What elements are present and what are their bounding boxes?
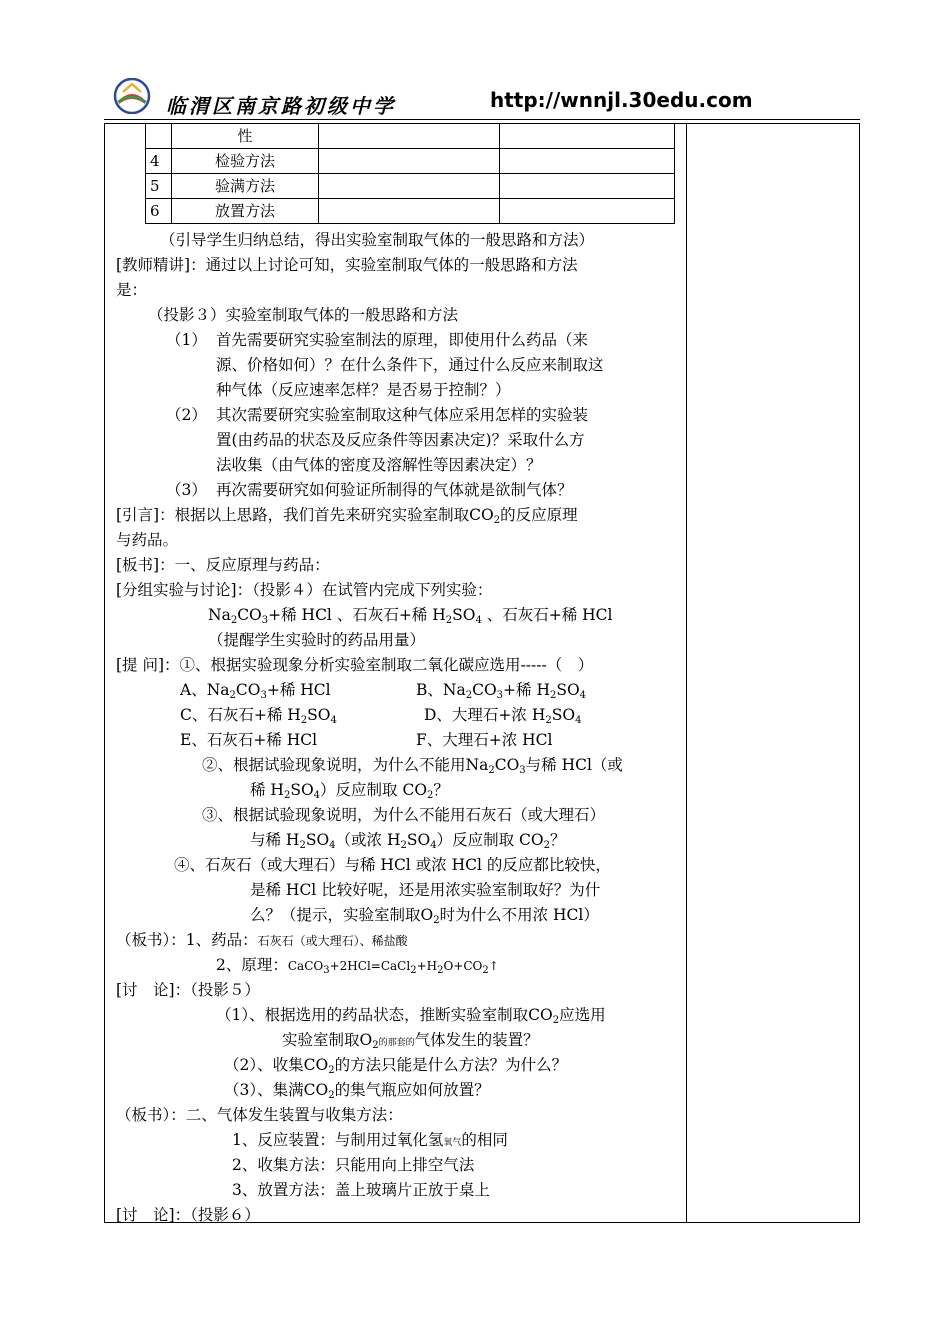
text-line: （提醒学生实验时的药品用量） <box>208 631 426 649</box>
text-line: 是： <box>116 281 148 299</box>
text-line: [分组实验与讨论]：（投影４）在试管内完成下列实验： <box>116 581 493 599</box>
row-cell <box>500 174 675 199</box>
notes-column-divider <box>686 123 687 1223</box>
text-line: （投影３）实验室制取气体的一般思路和方法 <box>148 306 459 324</box>
option-d: D、大理石+浓 $H_2SO_4$ <box>424 706 582 726</box>
text-line: （3）、集满$CO_2$的集气瓶应如何放置？ <box>224 1081 490 1101</box>
row-cell <box>319 174 500 199</box>
option-c: C、石灰石+稀 $H_2SO_4$ <box>180 706 337 726</box>
row-number <box>146 124 172 149</box>
text-line: （板书）：1、药品：石灰石（或大理石）、稀盐酸 <box>116 931 408 949</box>
gas-properties-table <box>145 123 675 224</box>
text-line: （1）、根据选用的药品状态，推断实验室制取$CO_2$应选用 <box>216 1006 606 1026</box>
row-cell <box>500 149 675 174</box>
school-name: 临渭区南京路初级中学 <box>166 94 396 118</box>
text-line: 是稀 HCl 比较好呢，还是用浓实验室制取好？为什 <box>250 881 601 899</box>
text-line: 3、放置方法：盖上玻璃片正放于桌上 <box>232 1181 490 1199</box>
text-line: $Na_2CO_3+$稀 HCl 、石灰石+稀 $H_2SO_4$ 、石灰石+稀 HCl <box>208 606 613 626</box>
row-item: 验满方法 <box>172 174 319 199</box>
row-cell <box>500 199 675 224</box>
header-rule <box>104 119 860 120</box>
school-url[interactable]: http://wnnjl.30edu.com <box>490 88 753 112</box>
text-line: 置(由药品的状态及反应条件等因素决定)？采取什么方 <box>216 431 585 449</box>
text-line: 2、原理：$CaCO_3+2HCl=CaCl_2+H_2O+CO_2↑$ <box>216 956 499 976</box>
text-line: 首先需要研究实验室制法的原理，即使用什么药品（来 <box>216 331 589 349</box>
text-line: ②、根据试验现象说明，为什么不能用$Na_2CO_3$与稀 HCl（或 <box>202 756 623 776</box>
table-row <box>146 124 675 149</box>
row-item: 放置方法 <box>172 199 319 224</box>
text-line: ③、根据试验现象说明，为什么不能用石灰石（或大理石） <box>202 806 606 824</box>
text-line: [板书]：一、反应原理与药品： <box>116 556 330 574</box>
text-line: 2、收集方法：只能用向上排空气法 <box>232 1156 475 1174</box>
row-item: 性 <box>172 124 319 149</box>
row-cell <box>319 124 500 149</box>
text-line: 1、反应装置：与制用过氧化氢氧气的相同 <box>232 1131 508 1149</box>
row-number: 6 <box>146 199 172 224</box>
text-line: 么？（提示，实验室制取$O_2$时为什么不用浓 HCl） <box>250 906 599 926</box>
text-line: 种气体（反应速率怎样？是否易于控制？） <box>216 381 511 399</box>
text-line: 法收集（由气体的密度及溶解性等因素决定）？ <box>216 456 542 474</box>
text-line: 再次需要研究如何验证所制得的气体就是欲制气体？ <box>216 481 573 499</box>
text-line: [讨 论]：（投影６） <box>116 1206 260 1224</box>
list-marker: （2） <box>166 406 207 424</box>
row-number: 4 <box>146 149 172 174</box>
table-row <box>146 199 675 224</box>
text-line: （2）、收集$CO_2$的方法只能是什么方法？为什么？ <box>224 1056 568 1076</box>
text-line: ④、石灰石（或大理石）与稀 HCl 或浓 HCl 的反应都比较快， <box>174 856 611 874</box>
text-line: 与药品。 <box>116 531 179 549</box>
list-marker: （3） <box>166 481 207 499</box>
option-a: A、$Na_2CO_3+$稀 HCl <box>180 681 331 701</box>
text-line: [提 问]：①、根据实验现象分析实验室制取二氧化碳应选用-----（ ） <box>116 656 594 674</box>
row-cell <box>319 149 500 174</box>
option-e: E、石灰石+稀 HCl <box>180 731 318 749</box>
text-line: [教师精讲]：通过以上讨论可知，实验室制取气体的一般思路和方法 <box>116 256 578 274</box>
text-line: 其次需要研究实验室制取这种气体应采用怎样的实验装 <box>216 406 589 424</box>
option-f: F、大理石+浓 HCl <box>416 731 553 749</box>
text-line: （板书）：二、气体发生装置与收集方法： <box>116 1106 403 1124</box>
table-row <box>146 174 675 199</box>
text-line: 稀 $H_2SO_4$）反应制取 $CO_2$？ <box>250 781 449 801</box>
text-line: [引言]：根据以上思路，我们首先来研究实验室制取$CO_2$的反应原理 <box>116 506 578 526</box>
row-cell <box>500 124 675 149</box>
table-row <box>146 149 675 174</box>
row-number: 5 <box>146 174 172 199</box>
text-line: [讨 论]：（投影５） <box>116 981 260 999</box>
option-b: B、$Na_2CO_3+$稀 $H_2SO_4$ <box>416 681 587 701</box>
text-line: 与稀 $H_2SO_4$（或浓 $H_2SO_4$）反应制取 $CO_2$？ <box>250 831 566 851</box>
page-header <box>112 78 753 118</box>
text-line: 实验室制取$O_2$的那套的气体发生的装置？ <box>282 1031 539 1051</box>
list-marker: （1） <box>166 331 207 349</box>
text-line: （引导学生归纳总结，得出实验室制取气体的一般思路和方法） <box>160 231 595 249</box>
text-line: 源、价格如何）？在什么条件下，通过什么反应来制取这 <box>216 356 604 374</box>
row-item: 检验方法 <box>172 149 319 174</box>
school-logo-icon <box>112 78 152 114</box>
row-cell <box>319 199 500 224</box>
